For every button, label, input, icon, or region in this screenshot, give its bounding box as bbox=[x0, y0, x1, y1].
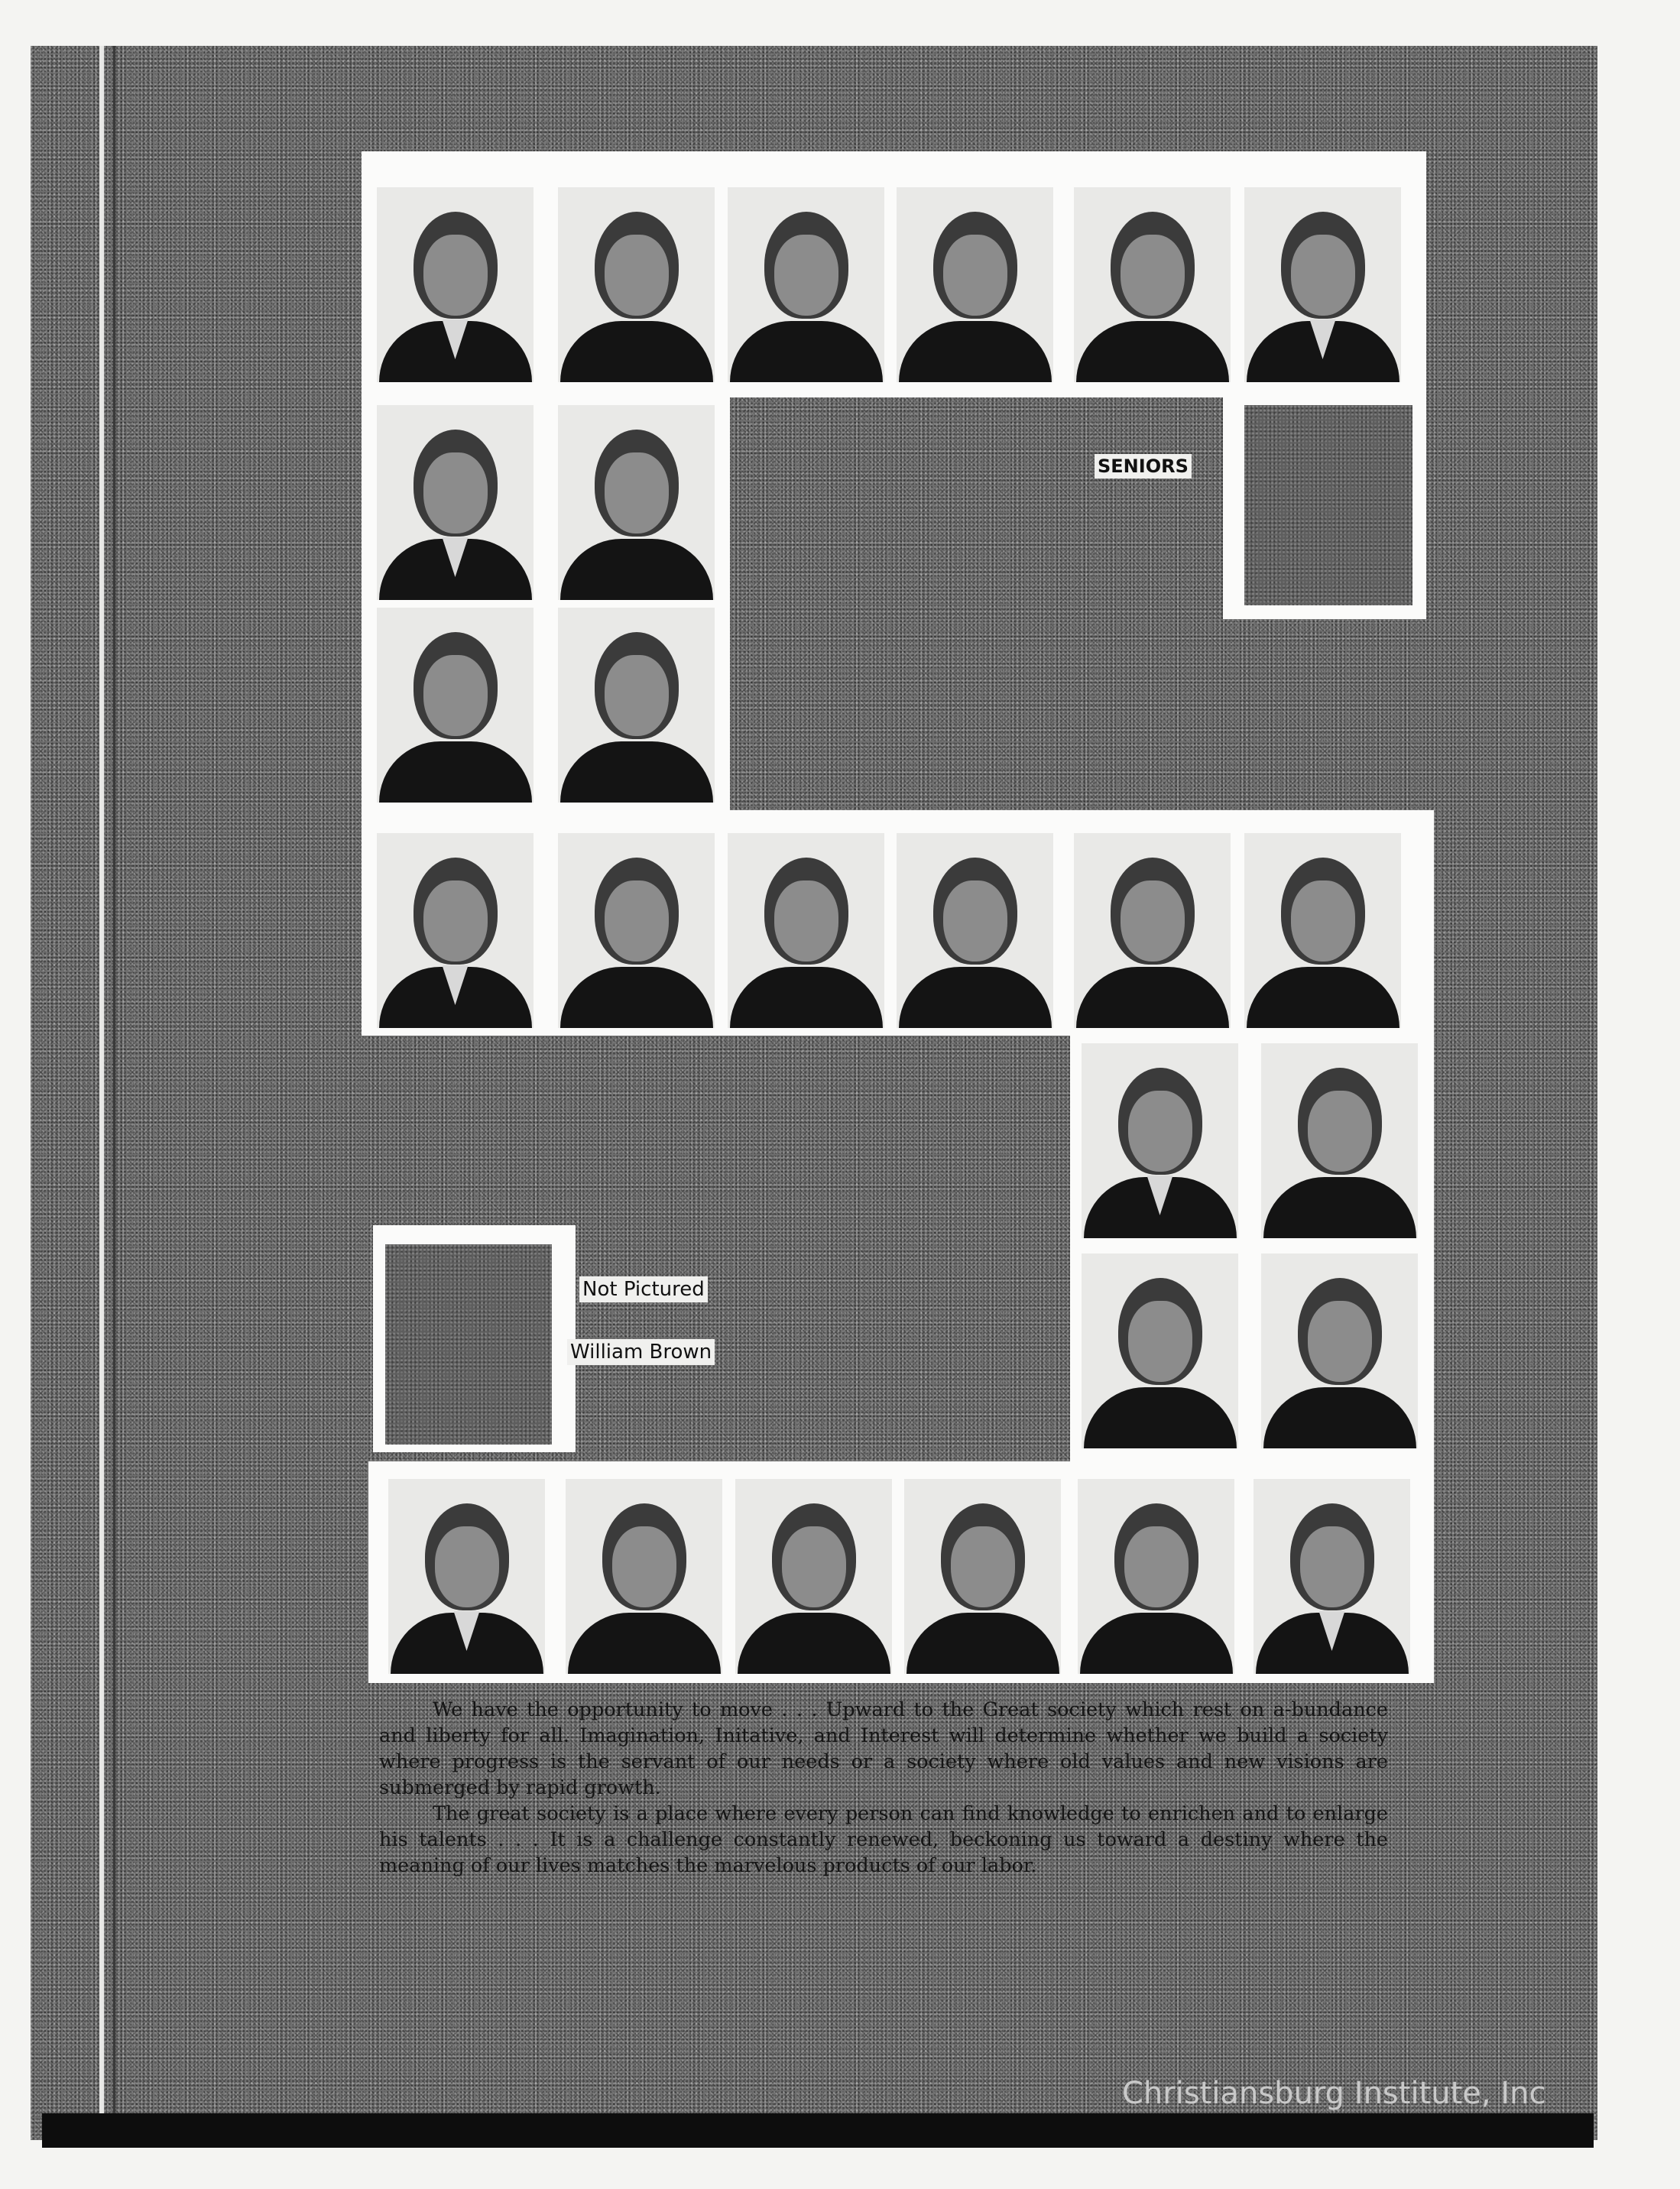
portrait bbox=[558, 833, 715, 1028]
body-paragraph: We have the opportunity to move . . . Upward to the Great society which rest on a-bundance and liberty for all. Imagination, Initative, and Interest will determine whether we build a society where progress is the servant of our needs or a society where old values and new visions are submerged by rapid growth. bbox=[379, 1698, 1388, 1799]
portrait bbox=[558, 405, 715, 600]
watermark: Christiansburg Institute, Inc bbox=[1122, 2076, 1546, 2111]
portrait bbox=[377, 608, 534, 803]
portrait bbox=[728, 833, 884, 1028]
portrait bbox=[558, 187, 715, 382]
portrait bbox=[377, 833, 534, 1028]
portrait bbox=[377, 187, 534, 382]
binding-edge bbox=[99, 46, 104, 2140]
body-text bbox=[379, 1697, 1388, 1879]
portrait bbox=[1244, 833, 1401, 1028]
not-pictured-heading: Not Pictured bbox=[579, 1276, 708, 1302]
placeholder-box-right bbox=[1244, 405, 1412, 605]
portrait bbox=[1074, 833, 1231, 1028]
portrait bbox=[1074, 187, 1231, 382]
binding-edge-shadow bbox=[113, 46, 115, 2140]
portrait bbox=[1261, 1253, 1418, 1448]
placeholder-box-left bbox=[385, 1244, 552, 1445]
portrait bbox=[1082, 1253, 1238, 1448]
portrait bbox=[377, 405, 534, 600]
body-paragraph: The great society is a place where every person can find knowledge to enrichen and to enlarge his talents . . . It is a challenge constantly renewed, beckoning us toward a destiny where the meaning of our lives matches the marvelous products of our labor. bbox=[379, 1802, 1388, 1877]
portrait bbox=[1261, 1043, 1418, 1238]
portrait bbox=[735, 1479, 892, 1674]
portrait bbox=[1244, 187, 1401, 382]
portrait bbox=[566, 1479, 722, 1674]
portrait bbox=[558, 608, 715, 803]
portrait bbox=[388, 1479, 545, 1674]
not-pictured-name: William Brown bbox=[567, 1339, 715, 1365]
section-label: SENIORS bbox=[1095, 454, 1192, 478]
portrait bbox=[897, 187, 1053, 382]
portrait bbox=[904, 1479, 1061, 1674]
portrait bbox=[1082, 1043, 1238, 1238]
portrait bbox=[897, 833, 1053, 1028]
portrait bbox=[1254, 1479, 1410, 1674]
portrait bbox=[1078, 1479, 1234, 1674]
portrait bbox=[728, 187, 884, 382]
bottom-border-bar bbox=[42, 2113, 1594, 2148]
